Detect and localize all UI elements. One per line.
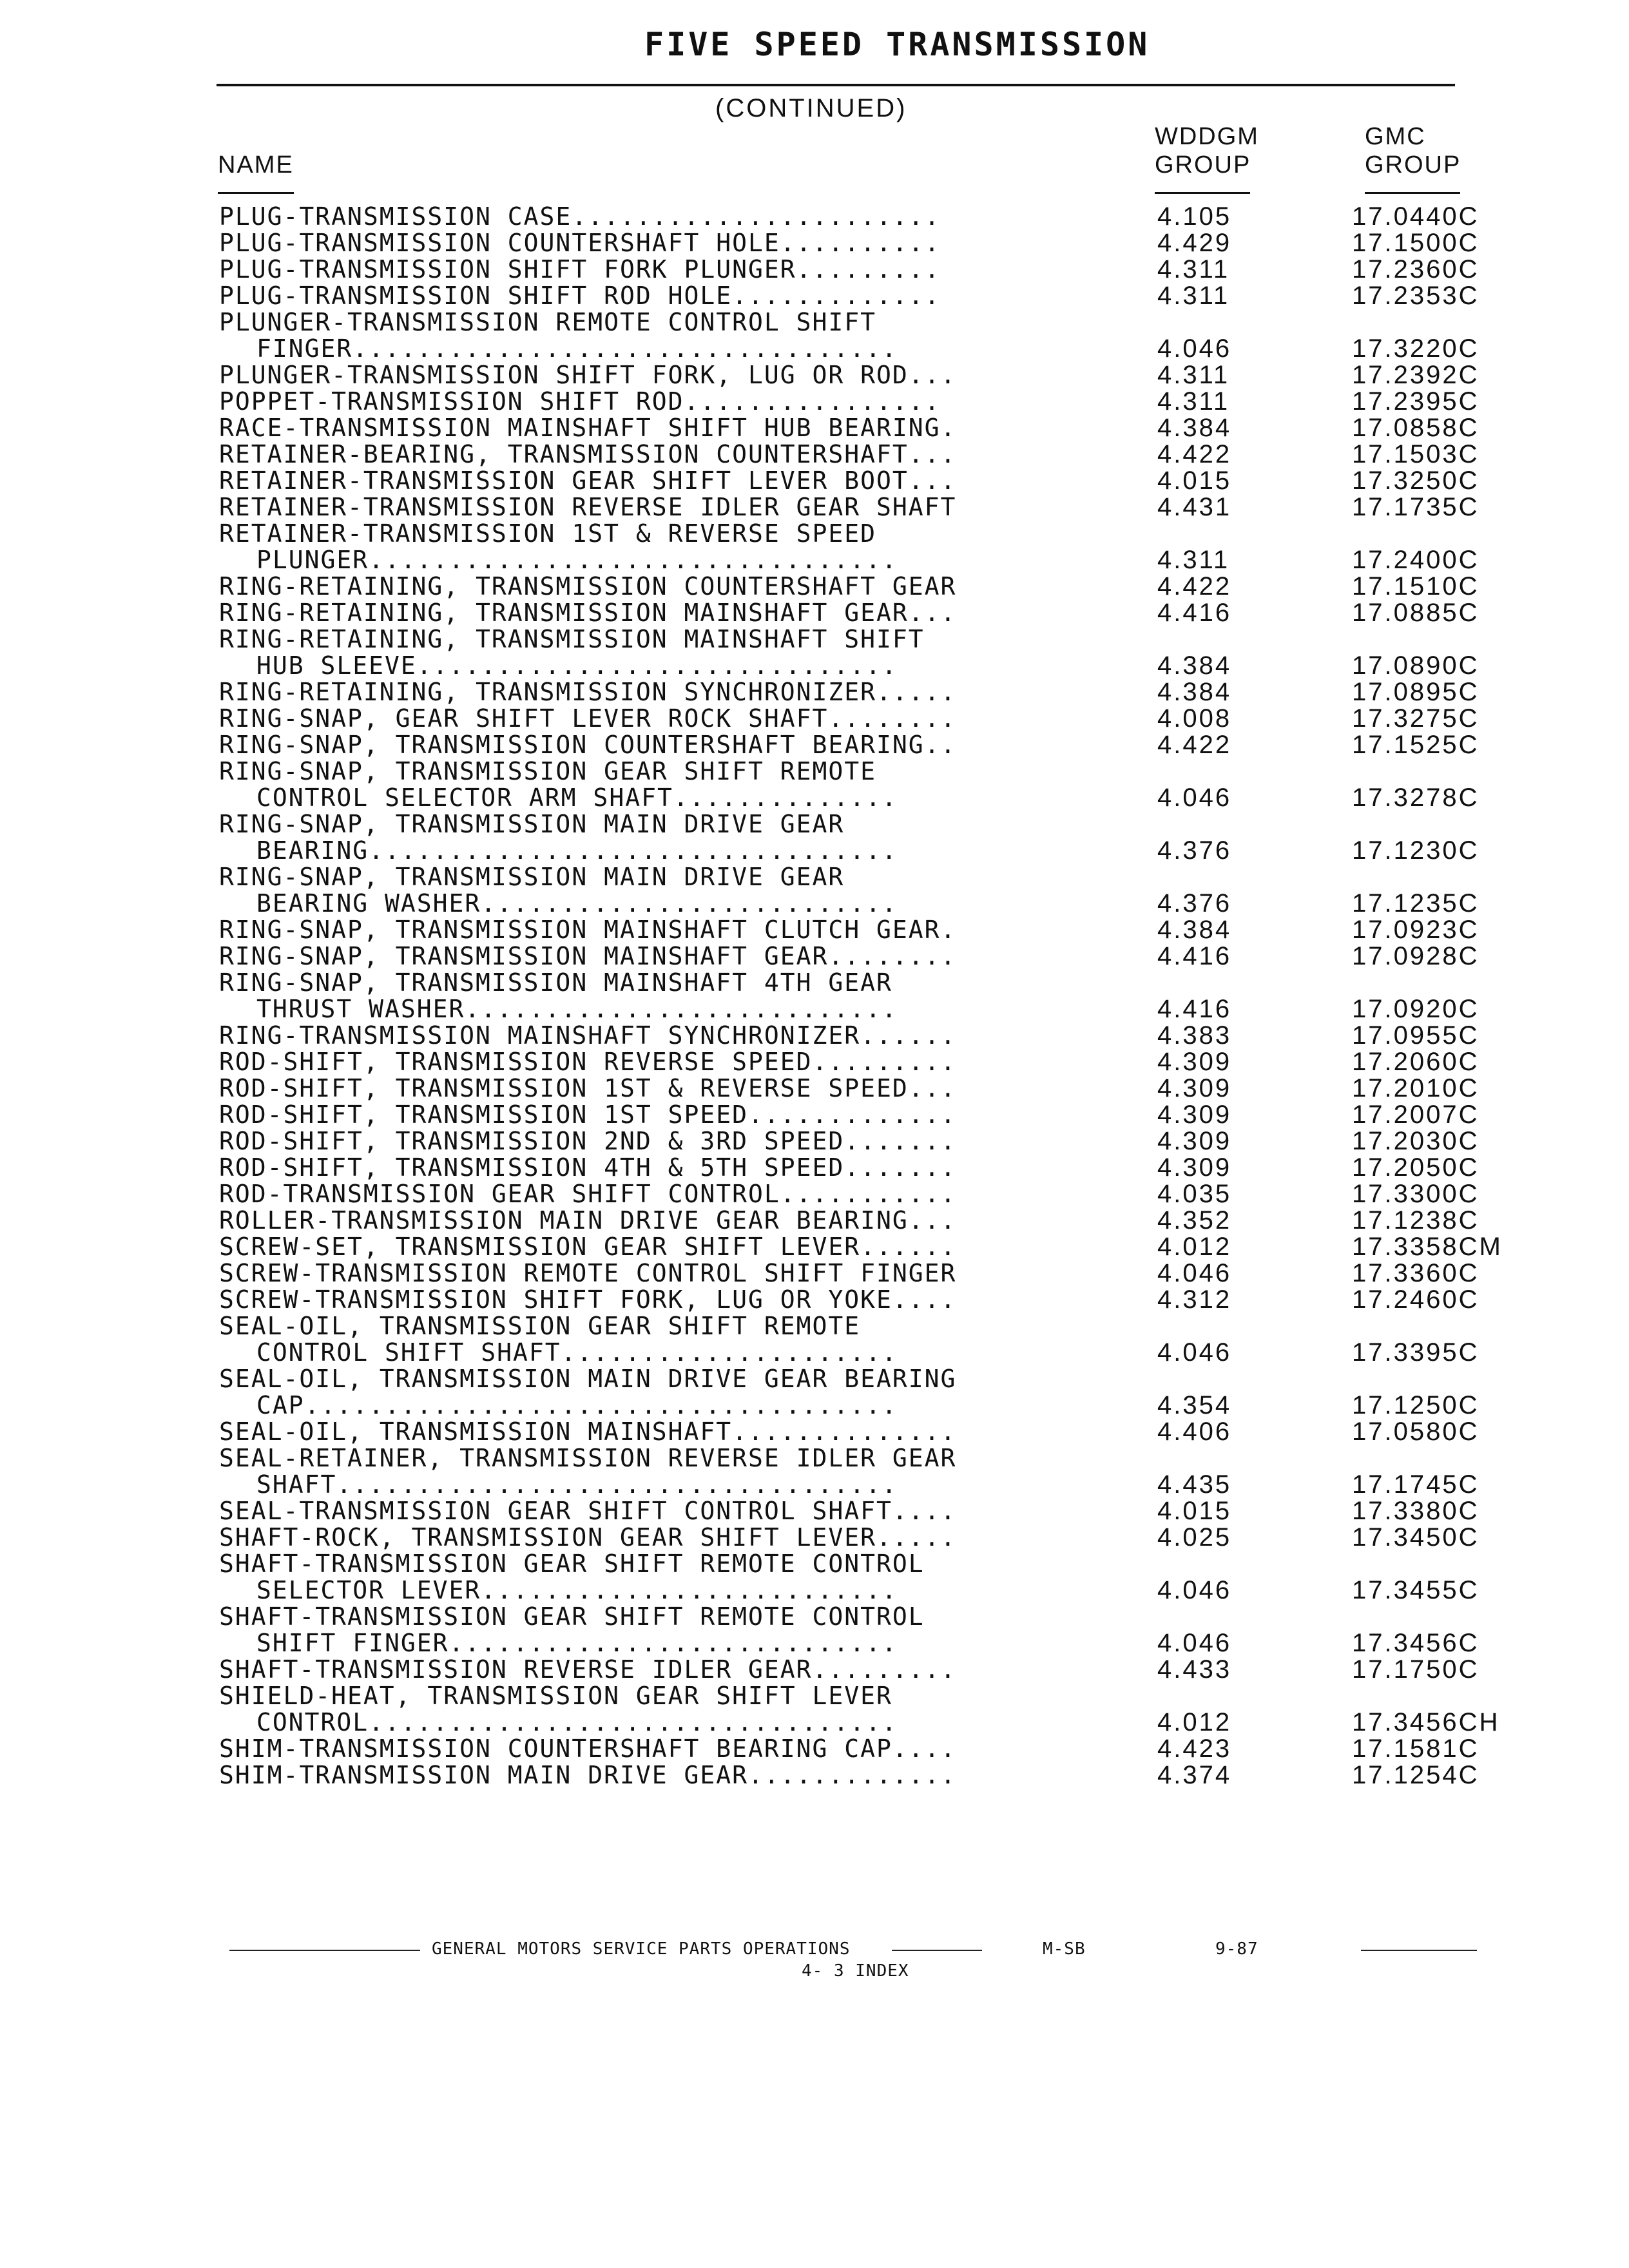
part-name xyxy=(219,1313,1102,1366)
table-row xyxy=(0,1181,1629,1207)
parts-table xyxy=(0,204,1629,1789)
part-name-line1: SEAL-TRANSMISSION GEAR SHIFT CONTROL SHAFT.... xyxy=(219,1497,957,1525)
wddgm-group-value: 4.384 xyxy=(1157,678,1232,706)
wddgm-group-value: 4.309 xyxy=(1157,1100,1232,1129)
wddgm-group-value: 4.374 xyxy=(1157,1761,1232,1789)
wddgm-group-value: 4.311 xyxy=(1157,282,1230,310)
part-name xyxy=(219,1736,1102,1762)
wddgm-group-value: 4.105 xyxy=(1157,202,1232,231)
gmc-group-value: 17.3380C xyxy=(1352,1497,1480,1525)
gmc-group-value: 17.3360C xyxy=(1352,1259,1480,1287)
column-underline-gmc xyxy=(1365,192,1460,194)
table-row xyxy=(0,1207,1629,1234)
table-row xyxy=(0,679,1629,706)
part-name-line1: PLUNGER-TRANSMISSION REMOTE CONTROL SHIFT xyxy=(219,308,876,336)
part-name xyxy=(219,521,1102,573)
footer-code: M-SB xyxy=(1043,1939,1086,1959)
wddgm-group-value: 4.383 xyxy=(1157,1021,1232,1050)
part-name-line2: FINGER.................................. xyxy=(256,334,898,363)
footer-date: 9-87 xyxy=(1215,1939,1258,1959)
wddgm-group-value: 4.416 xyxy=(1157,942,1232,970)
wddgm-group-value: 4.376 xyxy=(1157,889,1232,918)
part-name-line1: RING-RETAINING, TRANSMISSION MAINSHAFT SHIFT xyxy=(219,625,925,653)
column-header-gmc-line2: GROUP xyxy=(1365,151,1461,178)
wddgm-group-value: 4.025 xyxy=(1157,1523,1232,1552)
part-name-line2: SHAFT................................... xyxy=(256,1470,898,1499)
gmc-group-value: 17.1503C xyxy=(1352,440,1480,468)
wddgm-group-value: 4.311 xyxy=(1157,361,1230,389)
part-name xyxy=(219,1498,1102,1524)
part-name xyxy=(219,1181,1102,1207)
part-name xyxy=(219,732,1102,758)
wddgm-group-value: 4.012 xyxy=(1157,1233,1232,1261)
part-name xyxy=(219,679,1102,706)
part-name-line1: RETAINER-TRANSMISSION 1ST & REVERSE SPEED xyxy=(219,519,876,548)
part-name-line1: SHAFT-ROCK, TRANSMISSION GEAR SHIFT LEVER..... xyxy=(219,1523,957,1552)
wddgm-group-value: 4.422 xyxy=(1157,572,1232,601)
part-name-line1: RING-RETAINING, TRANSMISSION COUNTERSHAFT GEAR xyxy=(219,572,957,601)
wddgm-group-value: 4.008 xyxy=(1157,704,1232,733)
footer-organization: GENERAL MOTORS SERVICE PARTS OPERATIONS xyxy=(432,1939,851,1959)
part-name xyxy=(219,1234,1102,1260)
part-name xyxy=(219,758,1102,811)
wddgm-group-value: 4.312 xyxy=(1157,1285,1232,1314)
part-name-line2: CONTROL SHIFT SHAFT..................... xyxy=(256,1338,898,1367)
part-name xyxy=(219,1366,1102,1419)
part-name-line1: RETAINER-TRANSMISSION REVERSE IDLER GEAR SHAFT xyxy=(219,493,957,521)
part-name xyxy=(219,1155,1102,1181)
table-row xyxy=(0,362,1629,389)
part-name xyxy=(219,468,1102,494)
gmc-group-value: 17.3450C xyxy=(1352,1523,1480,1552)
part-name xyxy=(219,917,1102,943)
gmc-group-value: 17.2050C xyxy=(1352,1153,1480,1182)
part-name-line1: RING-SNAP, TRANSMISSION MAIN DRIVE GEAR xyxy=(219,863,845,891)
part-name-line1: RING-SNAP, TRANSMISSION MAINSHAFT CLUTCH GEAR. xyxy=(219,916,957,944)
wddgm-group-value: 4.422 xyxy=(1157,440,1232,468)
table-row xyxy=(0,1683,1629,1736)
wddgm-group-value: 4.406 xyxy=(1157,1418,1232,1446)
part-name xyxy=(219,943,1102,970)
gmc-group-value: 17.0955C xyxy=(1352,1021,1480,1050)
wddgm-group-value: 4.384 xyxy=(1157,651,1232,680)
part-name-line1: ROLLER-TRANSMISSION MAIN DRIVE GEAR BEARING... xyxy=(219,1206,957,1235)
gmc-group-value: 17.0858C xyxy=(1352,414,1480,442)
part-name-line1: PLUNGER-TRANSMISSION SHIFT FORK, LUG OR ROD... xyxy=(219,361,957,389)
wddgm-group-value: 4.416 xyxy=(1157,599,1232,627)
part-name-line2: SELECTOR LEVER.......................... xyxy=(256,1576,898,1604)
part-name-line1: RING-SNAP, TRANSMISSION MAINSHAFT 4TH GEAR xyxy=(219,968,892,997)
table-row xyxy=(0,1313,1629,1366)
table-row xyxy=(0,415,1629,441)
part-name-line1: SHIELD-HEAT, TRANSMISSION GEAR SHIFT LEVER xyxy=(219,1682,892,1710)
part-name-line2: CONTROL SELECTOR ARM SHAFT.............. xyxy=(256,783,898,812)
wddgm-group-value: 4.354 xyxy=(1157,1391,1232,1419)
part-name xyxy=(219,256,1102,283)
table-row xyxy=(0,917,1629,943)
part-name xyxy=(219,441,1102,468)
wddgm-group-value: 4.309 xyxy=(1157,1074,1232,1102)
table-row xyxy=(0,626,1629,679)
wddgm-group-value: 4.433 xyxy=(1157,1655,1232,1684)
part-name-line1: SEAL-OIL, TRANSMISSION MAIN DRIVE GEAR BEARING xyxy=(219,1365,957,1393)
gmc-group-value: 17.1250C xyxy=(1352,1391,1480,1419)
part-name-line1: SEAL-OIL, TRANSMISSION GEAR SHIFT REMOTE xyxy=(219,1312,861,1340)
part-name xyxy=(219,204,1102,230)
part-name xyxy=(219,283,1102,309)
part-name xyxy=(219,1657,1102,1683)
part-name-line1: RING-RETAINING, TRANSMISSION MAINSHAFT GEAR... xyxy=(219,599,957,627)
part-name xyxy=(219,811,1102,864)
table-row xyxy=(0,1736,1629,1762)
gmc-group-value: 17.3300C xyxy=(1352,1180,1480,1208)
gmc-group-value: 17.1235C xyxy=(1352,889,1480,918)
table-row xyxy=(0,1234,1629,1260)
part-name-line1: RING-TRANSMISSION MAINSHAFT SYNCHRONIZER...... xyxy=(219,1021,957,1050)
wddgm-group-value: 4.311 xyxy=(1157,546,1230,574)
part-name-line1: ROD-SHIFT, TRANSMISSION 1ST & REVERSE SPEED... xyxy=(219,1074,957,1102)
gmc-group-value: 17.0580C xyxy=(1352,1418,1480,1446)
gmc-group-value: 17.2400C xyxy=(1352,546,1480,574)
part-name-line1: ROD-SHIFT, TRANSMISSION 4TH & 5TH SPEED....... xyxy=(219,1153,957,1182)
wddgm-group-value: 4.046 xyxy=(1157,783,1232,812)
wddgm-group-value: 4.384 xyxy=(1157,414,1232,442)
part-name xyxy=(219,1762,1102,1789)
table-row xyxy=(0,1657,1629,1683)
wddgm-group-value: 4.046 xyxy=(1157,1259,1232,1287)
part-name xyxy=(219,1049,1102,1075)
part-name-line1: SCREW-TRANSMISSION SHIFT FORK, LUG OR YOKE.... xyxy=(219,1285,957,1314)
wddgm-group-value: 4.352 xyxy=(1157,1206,1232,1235)
gmc-group-value: 17.1238C xyxy=(1352,1206,1480,1235)
gmc-group-value: 17.2060C xyxy=(1352,1048,1480,1076)
gmc-group-value: 17.2360C xyxy=(1352,255,1480,284)
part-name xyxy=(219,1287,1102,1313)
table-row xyxy=(0,943,1629,970)
table-row xyxy=(0,1287,1629,1313)
wddgm-group-value: 4.423 xyxy=(1157,1735,1232,1763)
gmc-group-value: 17.3250C xyxy=(1352,466,1480,495)
part-name-line1: RING-SNAP, TRANSMISSION GEAR SHIFT REMOTE xyxy=(219,757,876,785)
gmc-group-value: 17.1510C xyxy=(1352,572,1480,601)
wddgm-group-value: 4.431 xyxy=(1157,493,1232,521)
table-row xyxy=(0,1023,1629,1049)
wddgm-group-value: 4.429 xyxy=(1157,229,1232,257)
wddgm-group-value: 4.035 xyxy=(1157,1180,1232,1208)
table-row xyxy=(0,706,1629,732)
part-name-line1: RING-SNAP, TRANSMISSION MAIN DRIVE GEAR xyxy=(219,810,845,838)
part-name xyxy=(219,309,1102,362)
part-name xyxy=(219,1023,1102,1049)
gmc-group-value: 17.0440C xyxy=(1352,202,1480,231)
part-name xyxy=(219,1102,1102,1128)
table-row xyxy=(0,521,1629,573)
gmc-group-value: 17.1745C xyxy=(1352,1470,1480,1499)
part-name-line1: SHIM-TRANSMISSION COUNTERSHAFT BEARING CAP.... xyxy=(219,1735,957,1763)
part-name xyxy=(219,1207,1102,1234)
title-rule xyxy=(217,84,1455,86)
part-name-line2: CONTROL................................. xyxy=(256,1708,898,1736)
table-row xyxy=(0,1419,1629,1445)
part-name-line1: PLUG-TRANSMISSION CASE....................... xyxy=(219,202,941,231)
table-row xyxy=(0,389,1629,415)
table-row xyxy=(0,1551,1629,1604)
wddgm-group-value: 4.435 xyxy=(1157,1470,1232,1499)
wddgm-group-value: 4.309 xyxy=(1157,1048,1232,1076)
part-name-line1: RACE-TRANSMISSION MAINSHAFT SHIFT HUB BEARING. xyxy=(219,414,957,442)
table-row xyxy=(0,1075,1629,1102)
part-name-line1: PLUG-TRANSMISSION SHIFT ROD HOLE............. xyxy=(219,282,941,310)
gmc-group-value: 17.2007C xyxy=(1352,1100,1480,1129)
table-row xyxy=(0,1102,1629,1128)
column-underline-name xyxy=(218,192,294,194)
wddgm-group-value: 4.046 xyxy=(1157,1338,1232,1367)
gmc-group-value: 17.3278C xyxy=(1352,783,1480,812)
part-name xyxy=(219,389,1102,415)
part-name xyxy=(219,1419,1102,1445)
wddgm-group-value: 4.422 xyxy=(1157,731,1232,759)
table-row xyxy=(0,732,1629,758)
column-underline-wddgm xyxy=(1155,192,1250,194)
table-row xyxy=(0,573,1629,600)
part-name-line1: SEAL-RETAINER, TRANSMISSION REVERSE IDLER GEAR xyxy=(219,1444,957,1472)
gmc-group-value: 17.0895C xyxy=(1352,678,1480,706)
wddgm-group-value: 4.015 xyxy=(1157,1497,1232,1525)
part-name-line1: RETAINER-TRANSMISSION GEAR SHIFT LEVER BOOT... xyxy=(219,466,957,495)
gmc-group-value: 17.1735C xyxy=(1352,493,1480,521)
wddgm-group-value: 4.384 xyxy=(1157,916,1232,944)
part-name-line1: SEAL-OIL, TRANSMISSION MAINSHAFT.............. xyxy=(219,1418,957,1446)
part-name-line1: ROD-SHIFT, TRANSMISSION 1ST SPEED............. xyxy=(219,1100,957,1129)
part-name-line1: RING-SNAP, GEAR SHIFT LEVER ROCK SHAFT........ xyxy=(219,704,957,733)
gmc-group-value: 17.3395C xyxy=(1352,1338,1480,1367)
table-row xyxy=(0,1498,1629,1524)
table-row xyxy=(0,1128,1629,1155)
wddgm-group-value: 4.046 xyxy=(1157,1576,1232,1604)
gmc-group-value: 17.0885C xyxy=(1352,599,1480,627)
part-name xyxy=(219,1524,1102,1551)
table-row xyxy=(0,283,1629,309)
table-row xyxy=(0,1155,1629,1181)
table-row xyxy=(0,864,1629,917)
footer-rule-right xyxy=(1361,1950,1477,1951)
wddgm-group-value: 4.012 xyxy=(1157,1708,1232,1736)
part-name xyxy=(219,1604,1102,1657)
wddgm-group-value: 4.046 xyxy=(1157,334,1232,363)
part-name-line2: CAP..................................... xyxy=(256,1391,898,1419)
part-name-line1: ROD-SHIFT, TRANSMISSION REVERSE SPEED......... xyxy=(219,1048,957,1076)
wddgm-group-value: 4.015 xyxy=(1157,466,1232,495)
gmc-group-value: 17.2460C xyxy=(1352,1285,1480,1314)
part-name xyxy=(219,1128,1102,1155)
gmc-group-value: 17.1230C xyxy=(1352,836,1480,865)
table-row xyxy=(0,1260,1629,1287)
part-name xyxy=(219,1445,1102,1498)
table-row xyxy=(0,441,1629,468)
column-header-name: NAME xyxy=(218,151,294,178)
wddgm-group-value: 4.416 xyxy=(1157,995,1232,1023)
table-row xyxy=(0,811,1629,864)
part-name-line1: POPPET-TRANSMISSION SHIFT ROD................ xyxy=(219,387,941,416)
table-row xyxy=(0,600,1629,626)
part-name xyxy=(219,626,1102,679)
footer-index: 4- 3 INDEX xyxy=(802,1961,909,1981)
table-row xyxy=(0,468,1629,494)
footer-rule-middle xyxy=(892,1950,982,1951)
part-name xyxy=(219,970,1102,1023)
part-name-line1: SHIM-TRANSMISSION MAIN DRIVE GEAR............. xyxy=(219,1761,957,1789)
part-name-line2: SHIFT FINGER............................ xyxy=(256,1629,898,1657)
part-name xyxy=(219,230,1102,256)
gmc-group-value: 17.0928C xyxy=(1352,942,1480,970)
table-row xyxy=(0,1049,1629,1075)
continued-label: (CONTINUED) xyxy=(715,94,907,122)
gmc-group-value: 17.2030C xyxy=(1352,1127,1480,1155)
gmc-group-value: 17.2392C xyxy=(1352,361,1480,389)
table-row xyxy=(0,970,1629,1023)
part-name xyxy=(219,864,1102,917)
part-name-line1: PLUG-TRANSMISSION COUNTERSHAFT HOLE.......... xyxy=(219,229,941,257)
part-name-line1: ROD-SHIFT, TRANSMISSION 2ND & 3RD SPEED....... xyxy=(219,1127,957,1155)
part-name-line1: RETAINER-BEARING, TRANSMISSION COUNTERSHAFT... xyxy=(219,440,957,468)
gmc-group-value: 17.3456CH xyxy=(1352,1708,1500,1736)
part-name-line2: THRUST WASHER........................... xyxy=(256,995,898,1023)
part-name-line2: HUB SLEEVE.............................. xyxy=(256,651,898,680)
gmc-group-value: 17.2010C xyxy=(1352,1074,1480,1102)
table-row xyxy=(0,309,1629,362)
gmc-group-value: 17.0890C xyxy=(1352,651,1480,680)
part-name-line1: SHAFT-TRANSMISSION REVERSE IDLER GEAR......... xyxy=(219,1655,957,1684)
wddgm-group-value: 4.311 xyxy=(1157,387,1230,416)
part-name-line1: SHAFT-TRANSMISSION GEAR SHIFT REMOTE CONTROL xyxy=(219,1550,925,1578)
part-name-line2: BEARING WASHER.......................... xyxy=(256,889,898,918)
gmc-group-value: 17.2395C xyxy=(1352,387,1480,416)
part-name-line1: SCREW-SET, TRANSMISSION GEAR SHIFT LEVER...... xyxy=(219,1233,957,1261)
part-name xyxy=(219,1075,1102,1102)
part-name-line1: PLUG-TRANSMISSION SHIFT FORK PLUNGER......... xyxy=(219,255,941,284)
table-row xyxy=(0,758,1629,811)
gmc-group-value: 17.3275C xyxy=(1352,704,1480,733)
part-name xyxy=(219,573,1102,600)
part-name xyxy=(219,600,1102,626)
gmc-group-value: 17.3455C xyxy=(1352,1576,1480,1604)
part-name-line2: PLUNGER................................. xyxy=(256,546,898,574)
table-row xyxy=(0,1524,1629,1551)
table-row xyxy=(0,204,1629,230)
part-name-line1: RING-SNAP, TRANSMISSION COUNTERSHAFT BEARING.. xyxy=(219,731,957,759)
table-row xyxy=(0,1445,1629,1498)
column-header-gmc xyxy=(1365,122,1461,179)
gmc-group-value: 17.3358CM xyxy=(1352,1233,1503,1261)
part-name xyxy=(219,415,1102,441)
table-row xyxy=(0,1604,1629,1657)
wddgm-group-value: 4.376 xyxy=(1157,836,1232,865)
part-name-line2: BEARING................................. xyxy=(256,836,898,865)
gmc-group-value: 17.3456C xyxy=(1352,1629,1480,1657)
part-name xyxy=(219,1683,1102,1736)
gmc-group-value: 17.2353C xyxy=(1352,282,1480,310)
footer-rule-left xyxy=(229,1950,420,1951)
gmc-group-value: 17.1581C xyxy=(1352,1735,1480,1763)
column-header-wddgm-line1: WDDGM xyxy=(1155,123,1259,150)
wddgm-group-value: 4.046 xyxy=(1157,1629,1232,1657)
table-row xyxy=(0,256,1629,283)
table-row xyxy=(0,1762,1629,1789)
gmc-group-value: 17.3220C xyxy=(1352,334,1480,363)
part-name xyxy=(219,1551,1102,1604)
part-name-line1: SCREW-TRANSMISSION REMOTE CONTROL SHIFT FINGER xyxy=(219,1259,957,1287)
part-name-line1: RING-SNAP, TRANSMISSION MAINSHAFT GEAR........ xyxy=(219,942,957,970)
column-header-wddgm xyxy=(1155,122,1259,179)
gmc-group-value: 17.1525C xyxy=(1352,731,1480,759)
wddgm-group-value: 4.309 xyxy=(1157,1153,1232,1182)
part-name xyxy=(219,706,1102,732)
part-name-line1: ROD-TRANSMISSION GEAR SHIFT CONTROL........... xyxy=(219,1180,957,1208)
part-name-line1: SHAFT-TRANSMISSION GEAR SHIFT REMOTE CONTROL xyxy=(219,1602,925,1631)
wddgm-group-value: 4.309 xyxy=(1157,1127,1232,1155)
gmc-group-value: 17.0920C xyxy=(1352,995,1480,1023)
part-name xyxy=(219,494,1102,521)
part-name xyxy=(219,1260,1102,1287)
column-header-gmc-line1: GMC xyxy=(1365,123,1426,150)
table-row xyxy=(0,1366,1629,1419)
table-row xyxy=(0,230,1629,256)
wddgm-group-value: 4.311 xyxy=(1157,255,1230,284)
table-row xyxy=(0,494,1629,521)
page-title: FIVE SPEED TRANSMISSION xyxy=(644,26,1150,63)
gmc-group-value: 17.1500C xyxy=(1352,229,1480,257)
gmc-group-value: 17.1254C xyxy=(1352,1761,1480,1789)
part-name xyxy=(219,362,1102,389)
part-name-line1: RING-RETAINING, TRANSMISSION SYNCHRONIZER..... xyxy=(219,678,957,706)
column-header-wddgm-line2: GROUP xyxy=(1155,151,1251,178)
gmc-group-value: 17.1750C xyxy=(1352,1655,1480,1684)
gmc-group-value: 17.0923C xyxy=(1352,916,1480,944)
